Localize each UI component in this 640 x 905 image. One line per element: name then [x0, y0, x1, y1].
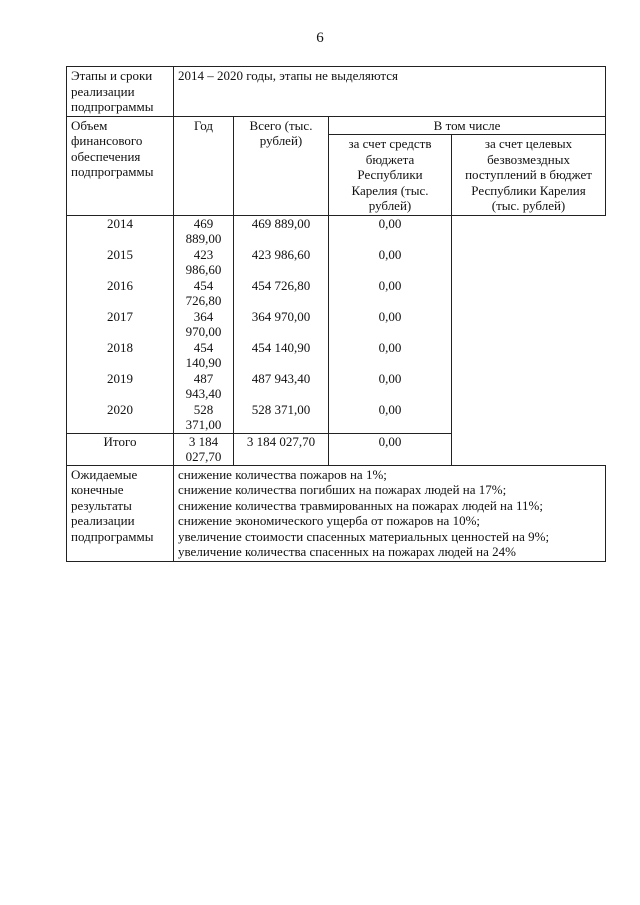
targeted-cell: 0,00 [329, 402, 452, 434]
financing-header-row [67, 116, 606, 135]
table-row [67, 309, 606, 340]
result-item: увеличение количества спасенных на пожарах людей на 24% [178, 544, 516, 559]
targeted-header: за счет целевых безвозмездных поступлений в бюджет Республики Карелия (тыс. рублей) [452, 135, 606, 216]
targeted-cell: 0,00 [329, 247, 452, 278]
total-cell: 454 726,80 [174, 278, 234, 309]
budget-cell: 364 970,00 [234, 309, 329, 340]
total-label-cell: Итого [67, 433, 174, 465]
stages-label: Этапы и сроки реализации подпрограммы [67, 67, 174, 117]
year-cell: 2020 [67, 402, 174, 434]
result-item: снижение экономического ущерба от пожаров на 10%; [178, 513, 481, 528]
page-number: 6 [316, 30, 324, 46]
targeted-cell: 0,00 [329, 278, 452, 309]
result-item: снижение количества погибших на пожарах людей на 17%; [178, 482, 507, 497]
total-cell: 469 889,00 [174, 215, 234, 247]
table-row [67, 247, 606, 278]
targeted-total-cell: 0,00 [329, 433, 452, 465]
total-cell: 364 970,00 [174, 309, 234, 340]
budget-cell: 454 140,90 [234, 340, 329, 371]
budget-header: за счет средств бюджета Республики Карелия (тыс. рублей) [329, 135, 452, 216]
results-row [67, 465, 606, 561]
year-cell: 2019 [67, 371, 174, 402]
year-cell: 2018 [67, 340, 174, 371]
total-header: Всего (тыс. рублей) [234, 116, 329, 215]
year-cell: 2015 [67, 247, 174, 278]
table-row [67, 371, 606, 402]
year-cell: 2016 [67, 278, 174, 309]
results-list [174, 465, 606, 561]
stages-row [67, 67, 606, 117]
year-cell: 2014 [67, 215, 174, 247]
stages-value: 2014 – 2020 годы, этапы не выделяются [174, 67, 606, 117]
grand-total-cell: 3 184 027,70 [174, 433, 234, 465]
year-header: Год [174, 116, 234, 215]
results-label: Ожидаемые конечные результаты реализации подпрограммы [67, 465, 174, 561]
budget-cell: 454 726,80 [234, 278, 329, 309]
result-item: снижение количества травмированных на пожарах людей на 11%; [178, 497, 543, 513]
table-row [67, 402, 606, 434]
targeted-cell: 0,00 [329, 371, 452, 402]
targeted-cell: 0,00 [329, 309, 452, 340]
total-cell: 454 140,90 [174, 340, 234, 371]
financing-label: Объем финансового обеспечения подпрограммы [67, 116, 174, 215]
result-item: увеличение стоимости спасенных материальных ценностей на 9%; [178, 528, 550, 544]
table-row [67, 340, 606, 371]
budget-cell: 528 371,00 [234, 402, 329, 434]
table-row [67, 215, 606, 247]
budget-cell: 423 986,60 [234, 247, 329, 278]
including-header: В том числе [329, 116, 606, 135]
budget-cell: 487 943,40 [234, 371, 329, 402]
subprogram-passport-table [66, 66, 606, 562]
result-item: снижение количества пожаров на 1%; [178, 466, 387, 482]
total-row [67, 433, 606, 465]
table-row [67, 278, 606, 309]
total-cell: 487 943,40 [174, 371, 234, 402]
budget-total-cell: 3 184 027,70 [234, 433, 329, 465]
year-cell: 2017 [67, 309, 174, 340]
targeted-cell: 0,00 [329, 340, 452, 371]
budget-cell: 469 889,00 [234, 215, 329, 247]
targeted-cell: 0,00 [329, 215, 452, 247]
total-cell: 423 986,60 [174, 247, 234, 278]
total-cell: 528 371,00 [174, 402, 234, 434]
